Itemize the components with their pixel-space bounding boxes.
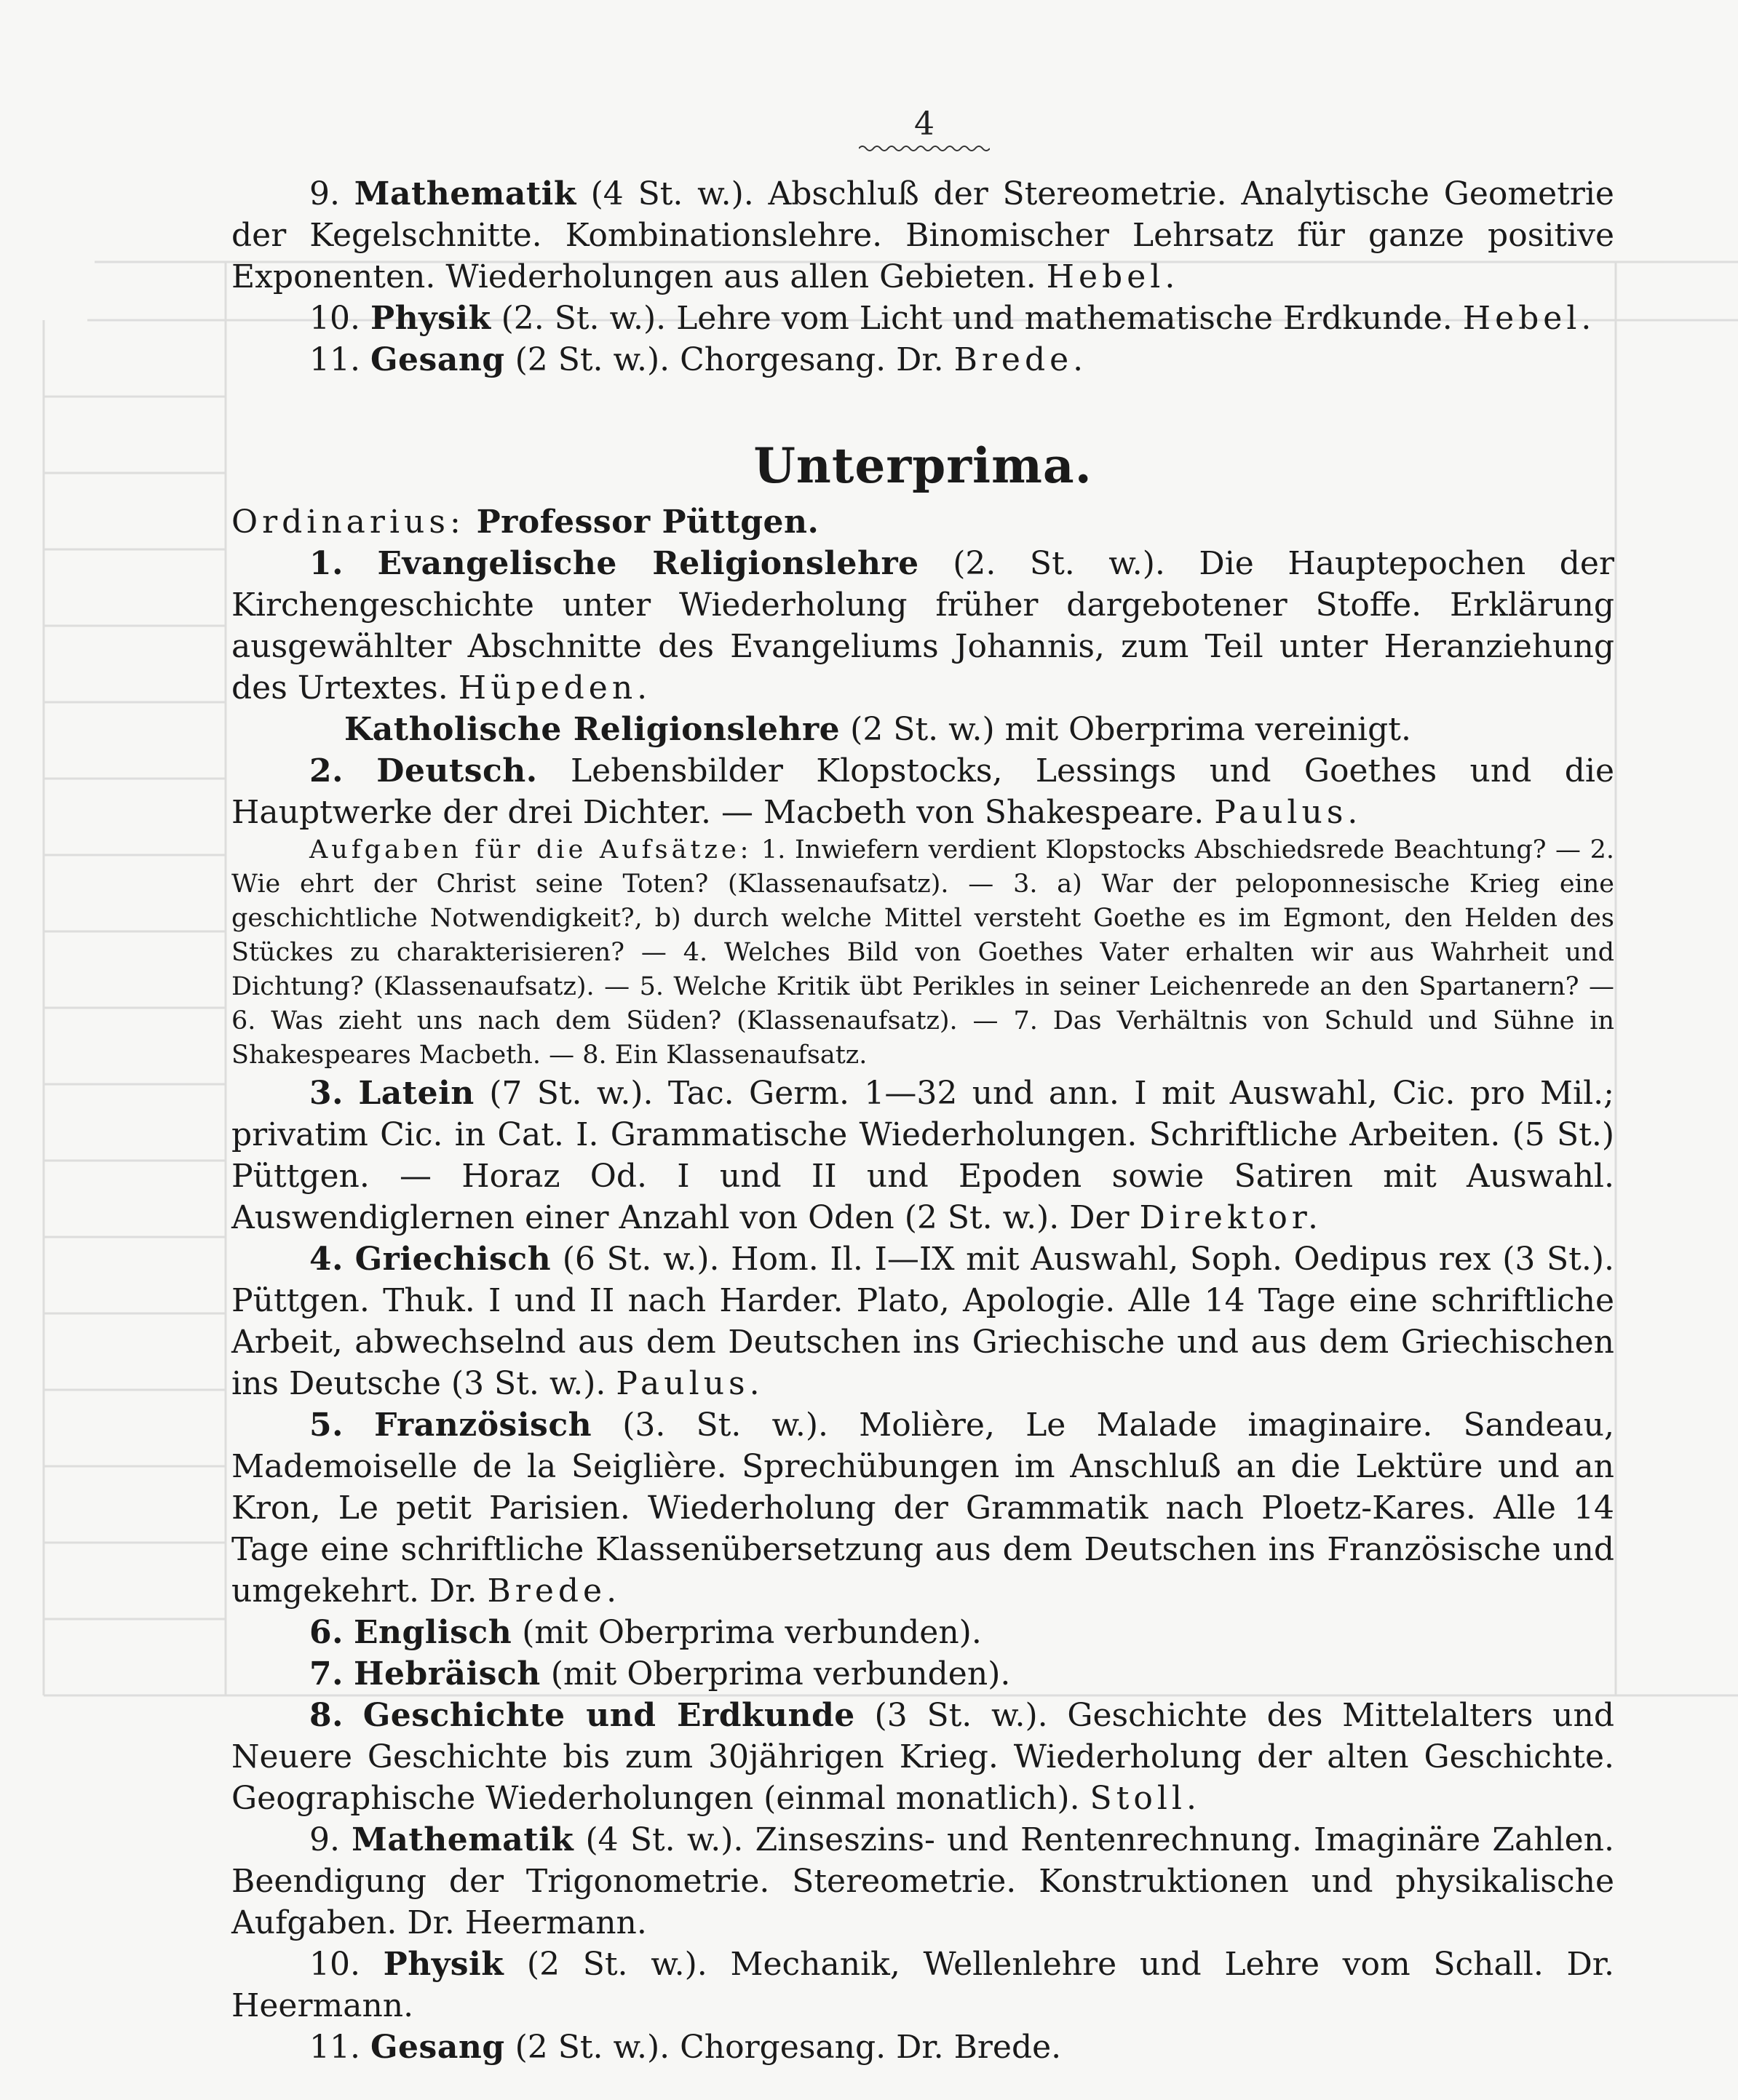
entry-text: (2. St. w.). Die Hauptepochen der Kirchengeschichte unter Wiederholung früher dargebotener Stoffe. Erklärung ausgewählter Abschnitte des Evangeliums Johannis, zum Teil unter Heranziehung des Urtextes. bbox=[231, 545, 1614, 707]
teacher-name: Brede. bbox=[487, 1572, 622, 1610]
entry-text: (3 St. w.). Geschichte des Mittelalters und Neuere Geschichte bis zum 30jährigen Krieg. Wiederholung der alten Geschichte. Geographische Wiederholungen (einmal monatlich). bbox=[231, 1697, 1615, 1817]
subject-name: Geschichte und Erdkunde bbox=[362, 1697, 855, 1734]
page-number-text: 4 bbox=[914, 106, 935, 143]
top-entry-mathematik bbox=[231, 173, 1614, 298]
entry-number: 2. bbox=[309, 752, 344, 790]
wavy-rule bbox=[859, 144, 990, 153]
subject-name: Physik bbox=[370, 300, 491, 337]
subject-name: Latein bbox=[358, 1075, 475, 1112]
teacher-name: Heermann. bbox=[231, 1987, 414, 2024]
entry-number: 11. bbox=[309, 2029, 360, 2066]
teacher-name: Brede. bbox=[953, 2029, 1062, 2066]
entry-text: Lebensbilder Klopstocks, Lessings und Goethes und die Hauptwerke der drei Dichter. — Macbeth von Shakespeare. bbox=[231, 752, 1614, 831]
subject-name: Englisch bbox=[353, 1614, 512, 1651]
entry-number: 8. bbox=[309, 1697, 344, 1734]
entry-deutsch bbox=[231, 750, 1614, 833]
top-entry-physik bbox=[231, 298, 1614, 339]
entry-number: 9. bbox=[309, 1821, 340, 1858]
entry-number: 10. bbox=[309, 300, 360, 337]
ordinarius-label: Ordinarius: bbox=[231, 504, 465, 541]
teacher-name: Heermann. bbox=[464, 1904, 647, 1941]
ordinarius-name: Professor Püttgen. bbox=[464, 504, 820, 541]
subject-name: Katholische Religionslehre bbox=[344, 711, 841, 748]
essay-topics-label: Aufgaben für die Aufsätze: bbox=[309, 835, 753, 864]
subject-name: Gesang bbox=[370, 341, 505, 378]
entry-number: 7. bbox=[309, 1655, 344, 1693]
subject-name: Gesang bbox=[370, 2029, 505, 2066]
subject-name: Physik bbox=[383, 1946, 504, 1983]
entry-number: 1. bbox=[309, 545, 344, 582]
teacher-name: Direktor. bbox=[1139, 1199, 1322, 1236]
entry-physik bbox=[231, 1944, 1614, 2027]
subject-name: Griechisch bbox=[354, 1241, 552, 1278]
page-number bbox=[844, 106, 1004, 153]
entry-text: (4 St. w.). Abschluß der Stereometrie. Analytische Geometrie der Kegelschnitte. Kombinationslehre. Binomischer Lehrsatz für ganze positive Exponenten. Wiederholungen aus allen Gebieten. bbox=[231, 175, 1614, 295]
entry-number: 3. bbox=[309, 1075, 344, 1112]
subject-name: Evangelische Religionslehre bbox=[377, 545, 919, 582]
entry-geschichte bbox=[231, 1695, 1614, 1819]
teacher-name: Paulus. bbox=[1214, 794, 1362, 831]
entry-text: (4 St. w.). Zinseszins- und Rentenrechnung. Imaginäre Zahlen. Beendigung der Trigonometrie. Stereometrie. Konstruktionen und physikalische Aufgaben. Dr. bbox=[231, 1821, 1614, 1941]
entry-gesang bbox=[231, 2027, 1614, 2068]
entry-text: (6 St. w.). Hom. Il. I—IX mit Auswahl, Soph. Oedipus rex (3 St.). Püttgen. Thuk. I und II nach Harder. Plato, Apologie. Alle 14 Tage eine schriftliche Arbeit, abwechselnd aus dem Deutschen ins Griechische und aus dem Griechischen ins Deutsche (3 St. w.). bbox=[231, 1241, 1614, 1402]
entry-number: 9. bbox=[309, 175, 340, 212]
entry-text: (2 St. w.). Chorgesang. Dr. bbox=[504, 2029, 954, 2066]
entry-number: 4. bbox=[309, 1241, 344, 1278]
entry-latein bbox=[231, 1073, 1614, 1238]
entry-text: (7 St. w.). Tac. Germ. 1—32 und ann. I mit Auswahl, Cic. pro Mil.; privatim Cic. in Cat. I. Grammatische Wiederholungen. Schriftliche Arbeiten. (5 St.) Püttgen. — Horaz Od. I und II und Epoden sowie Satiren mit Auswahl. Auswendiglernen einer Anzahl von Oden (2 St. w.). Der bbox=[231, 1075, 1614, 1236]
entry-number: 6. bbox=[309, 1614, 344, 1651]
main-text bbox=[231, 173, 1614, 2068]
entry-text: (mit Oberprima verbunden). bbox=[512, 1614, 982, 1651]
teacher-name: Paulus. bbox=[616, 1365, 764, 1402]
entry-griechisch bbox=[231, 1238, 1614, 1404]
essay-topics-text: 1. Inwiefern verdient Klopstocks Abschiedsrede Beachtung? — 2. Wie ehrt der Christ seine Toten? (Klassenaufsatz). — 3. a) War der peloponnesische Krieg eine geschichtliche Notwendigkeit?, b) durch welche Mittel versteht Goethe es im Egmont, den Helden des Stückes zu charakterisieren? — 4. Welches Bild von Goethes Vater erhalten wir aus Wahrheit und Dichtung? (Klassenaufsatz). — 5. Welche Kritik übt Perikles in seiner Leichenrede an den Spartanern? — 6. Was zieht uns nach dem Süden? (Klassenaufsatz). — 7. Das Verhältnis von Schuld und Sühne in Shakespeares Macbeth. — 8. Ein Klassenaufsatz. bbox=[231, 835, 1614, 1070]
entry-text: (2. St. w.). Lehre vom Licht und mathematische Erdkunde. bbox=[491, 300, 1463, 337]
entry-number: 5. bbox=[309, 1407, 344, 1444]
entry-text: (2 St. w.). Chorgesang. Dr. bbox=[504, 341, 954, 378]
entry-number: 10. bbox=[309, 1946, 360, 1983]
entry-text: (2 St. w.). Mechanik, Wellenlehre und Lehre vom Schall. Dr. bbox=[504, 1946, 1614, 1983]
teacher-name: Hebel. bbox=[1462, 300, 1596, 337]
entry-hebraeisch bbox=[231, 1653, 1614, 1695]
entry-kath-religion bbox=[231, 709, 1614, 750]
entry-franzoesisch bbox=[231, 1404, 1614, 1612]
essay-topics bbox=[231, 833, 1614, 1073]
teacher-name: Stoll. bbox=[1090, 1780, 1201, 1817]
section-heading: Unterprima. bbox=[753, 437, 1092, 494]
teacher-name: Brede. bbox=[953, 341, 1088, 378]
subject-name: Mathematik bbox=[352, 1821, 574, 1858]
entry-number: 11. bbox=[309, 341, 360, 378]
entry-text: (3. St. w.). Molière, Le Malade imaginaire. Sandeau, Mademoiselle de la Seiglière. Sprechübungen im Anschluß an die Lektüre und an Kron, Le petit Parisien. Wiederholung der Grammatik nach Ploetz-Kares. Alle 14 Tage eine schriftliche Klassenübersetzung aus dem Deutschen ins Französische und umgekehrt. Dr. bbox=[231, 1407, 1614, 1610]
entry-text: (2 St. w.) mit Oberprima vereinigt. bbox=[840, 711, 1411, 748]
teacher-name: Hüpeden. bbox=[458, 669, 652, 707]
subject-name: Mathematik bbox=[354, 175, 576, 212]
entry-mathematik bbox=[231, 1819, 1614, 1944]
subject-name: Deutsch. bbox=[376, 752, 538, 790]
entry-englisch bbox=[231, 1612, 1614, 1653]
subject-name: Französisch bbox=[374, 1407, 592, 1444]
subject-name: Hebräisch bbox=[353, 1655, 541, 1693]
entry-text: (mit Oberprima verbunden). bbox=[540, 1655, 1011, 1693]
ordinarius-line bbox=[231, 501, 1614, 543]
entry-ev-religion bbox=[231, 543, 1614, 709]
top-entry-gesang bbox=[231, 339, 1614, 381]
teacher-name: Hebel. bbox=[1046, 258, 1180, 295]
